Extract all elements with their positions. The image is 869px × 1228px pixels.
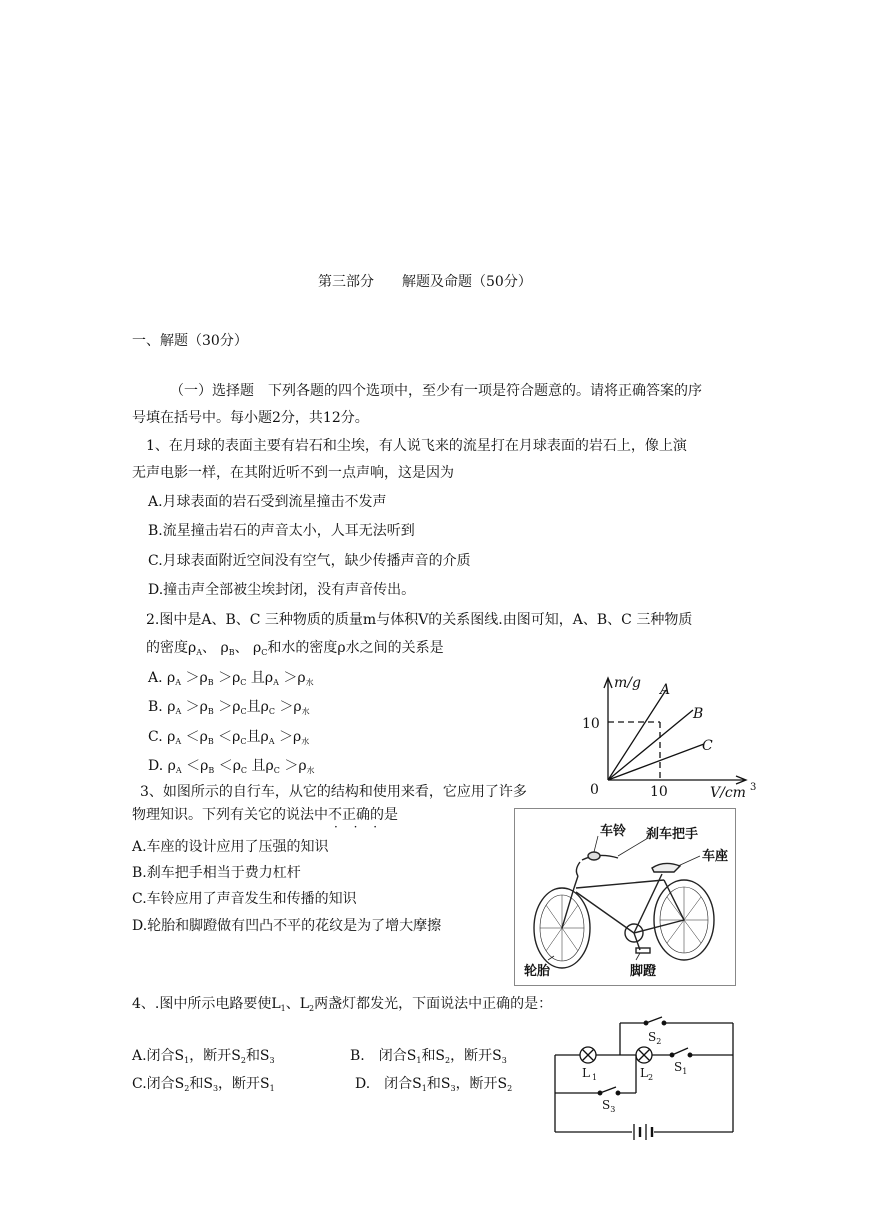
switch-s3-icon — [600, 1087, 616, 1093]
origin-label: 0 — [590, 782, 599, 798]
circuit-diagram — [550, 1015, 740, 1145]
top-tube — [576, 880, 664, 888]
instructions-line-1: （一）选择题 下列各题的四个选项中，至少有一项是符合题意的。请将正确答案的序 — [170, 383, 702, 399]
q2-stem-line-1: 2.图中是A、B、C 三种物质的质量m与体积V的关系图线.由图可知，A、B、C 三种物质 — [146, 612, 693, 628]
q4-option-d[interactable]: D. 闭合$S_1$和$S_3$，断开$S_2$ — [355, 1076, 513, 1093]
x-axis-label: V/cm — [710, 785, 746, 801]
x-axis-label-sup: 3 — [750, 782, 757, 793]
q2-option-d[interactable]: D. $\rho_A <\rho_B <\rho_C$ 且$\rho_C >\rho_水$ — [148, 758, 315, 775]
label-l2: $L_2$ — [640, 1066, 654, 1082]
part-title: 第三部分 解题及命题（50分） — [318, 274, 532, 290]
q2-option-b[interactable]: B. $\rho_A >\rho_B >\rho_C$且$\rho_C >\rho_水$ — [148, 699, 310, 716]
instructions-line-2: 号填在括号中。每小题2分，共12分。 — [132, 410, 369, 426]
label-seat: 车座 — [702, 849, 729, 864]
label-l1: L $_1$ — [582, 1066, 598, 1082]
y-tick-label: 10 — [582, 716, 600, 732]
section-title: 一、解题（30分） — [132, 333, 248, 349]
q1-stem-line-1: 1、在月球的表面主要有岩石和尘埃，有人说飞来的流星打在月球表面的岩石上，像上演 — [146, 438, 687, 454]
q2-option-a[interactable]: A. $\rho_A >\rho_B >\rho_C$ 且$\rho_A >\rho_水$ — [148, 670, 314, 687]
q4-option-b[interactable]: B. 闭合$S_1$和$S_2$，断开$S_3$ — [350, 1048, 507, 1065]
label-s2: $S_2$ — [648, 1030, 662, 1046]
bicycle-figure — [514, 808, 736, 986]
q4-option-a[interactable]: A.闭合$S_1$，断开$S_2$和$S_3$ — [132, 1048, 275, 1065]
q1-option-b[interactable]: B.流星撞击岩石的声音太小，人耳无法听到 — [148, 523, 415, 539]
q3-option-b[interactable]: B.刹车把手相当于费力杠杆 — [132, 865, 301, 881]
q4-option-c[interactable]: C.闭合$S_2$和$S_3$，断开$S_1$ — [132, 1076, 275, 1093]
q2-option-c[interactable]: C. $\rho_A <\rho_B <\rho_C$且$\rho_A >\rho_水$ — [148, 729, 310, 746]
series-b-label: B — [693, 706, 704, 722]
q1-option-a[interactable]: A.月球表面的岩石受到流星撞击不发声 — [148, 494, 387, 510]
line-a — [608, 690, 666, 780]
x-tick-label: 10 — [650, 784, 668, 800]
label-s1: $S_1$ — [674, 1060, 688, 1076]
label-bell: 车铃 — [600, 824, 627, 839]
series-a-label: A — [660, 682, 671, 698]
q2-stem-line-2: 的密度$\rho_A$、 $\rho_B$、 $\rho_C$和水的密度ρ水之间的关系是 — [146, 640, 444, 657]
front-fork — [562, 888, 574, 928]
down-tube — [576, 892, 634, 933]
emphasis-dots: · · · — [334, 820, 384, 834]
chain-stay — [634, 920, 684, 933]
q1-option-d[interactable]: D.撞击声全部被尘埃封闭，没有声音传出。 — [148, 582, 416, 598]
switch-s1-icon — [672, 1048, 688, 1055]
series-c-label: C — [702, 738, 713, 754]
label-s3: $S_3$ — [602, 1098, 616, 1114]
bell-icon — [588, 852, 600, 860]
label-pedal: 脚蹬 — [630, 964, 657, 979]
y-axis-label: m/g — [614, 675, 641, 691]
q1-stem-line-2: 无声电影一样，在其附近听不到一点声响，这是因为 — [132, 465, 454, 481]
line-b — [608, 710, 693, 780]
q3-option-d[interactable]: D.轮胎和脚蹬做有凹凸不平的花纹是为了增大摩擦 — [132, 918, 442, 934]
switch-s2-icon — [646, 1017, 662, 1023]
seat-icon — [652, 863, 680, 872]
q4-stem: 4、.图中所示电路要使$L_1$、$L_2$两盏灯都发光，下面说法中正确的是： — [132, 996, 553, 1013]
q1-option-c[interactable]: C.月球表面附近空间没有空气，缺少传播声音的介质 — [148, 553, 471, 569]
line-c — [608, 744, 704, 780]
q3-stem-line-2: 物理知识。下列有关它的说法中不正确 · · · 的是 — [132, 805, 398, 825]
label-tire: 轮胎 — [524, 964, 551, 979]
q3-option-c[interactable]: C.车铃应用了声音发生和传播的知识 — [132, 891, 357, 907]
mass-volume-graph — [580, 670, 760, 805]
q3-stem-line-1: 3、如图所示的自行车，从它的结构和使用来看，它应用了许多 — [140, 784, 527, 800]
pedal-icon — [636, 948, 650, 953]
q3-option-a[interactable]: A.车座的设计应用了压强的知识 — [132, 839, 329, 855]
label-brake-lever: 刹车把手 — [646, 827, 699, 842]
